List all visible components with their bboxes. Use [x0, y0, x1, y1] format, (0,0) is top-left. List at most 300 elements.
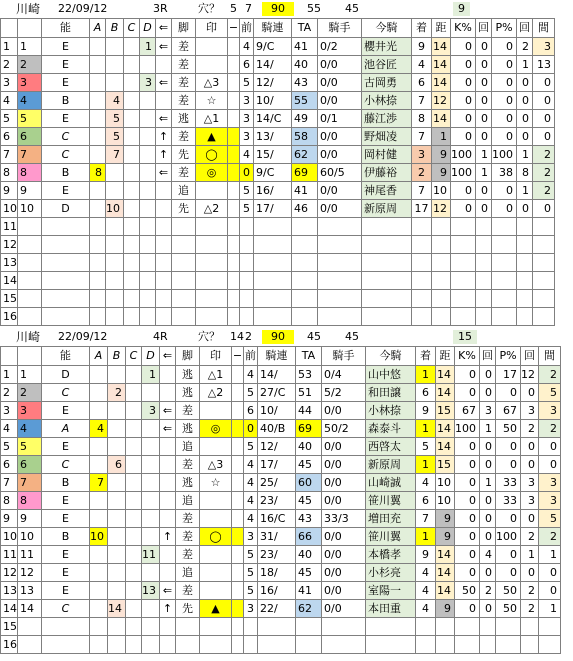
style-cell: 逃 — [172, 110, 196, 128]
dist-cell — [432, 218, 451, 236]
ability-cell: C — [42, 128, 90, 146]
num-cell: 6 — [1, 128, 18, 146]
pp-cell — [521, 636, 539, 654]
mark-cell — [200, 582, 232, 600]
jockey-cell: 室陽一 — [366, 582, 416, 600]
pp-cell: 0 — [517, 200, 533, 218]
num-cell: 3 — [1, 74, 18, 92]
p-cell: 0 — [492, 110, 517, 128]
b-cell: 5 — [106, 128, 124, 146]
col-jr: 騎手 — [318, 19, 362, 38]
arrow-cell: ↑ — [156, 146, 172, 164]
style-cell: 先 — [176, 600, 200, 618]
chaku-cell — [412, 308, 432, 326]
mark-cell — [196, 38, 228, 56]
b-cell — [108, 528, 126, 546]
gate-cell: 7 — [18, 474, 42, 492]
jr-cell: 0/4 — [322, 366, 366, 384]
ability-cell — [42, 218, 90, 236]
p-cell: 0 — [492, 38, 517, 56]
chaku-cell: 4 — [416, 600, 436, 618]
dist-cell: 14 — [436, 582, 455, 600]
k-cell — [451, 290, 476, 308]
arrow-cell — [160, 366, 176, 384]
kk-cell: 0 — [476, 56, 492, 74]
b-cell: 7 — [106, 146, 124, 164]
style-cell: 逃 — [176, 474, 200, 492]
pre-cell: 4 — [244, 510, 258, 528]
d-cell — [140, 110, 156, 128]
jr-cell — [318, 254, 362, 272]
jr-cell: 0/0 — [322, 582, 366, 600]
minus-cell — [232, 564, 244, 582]
minus-cell — [228, 38, 240, 56]
ren-cell: 40/B — [258, 420, 296, 438]
d-cell: 1 — [140, 38, 156, 56]
ren-cell: 12/ — [254, 74, 292, 92]
arrow-cell — [160, 456, 176, 474]
jockey-cell: 西啓太 — [366, 438, 416, 456]
horse-row — [1, 236, 555, 254]
k-cell: 0 — [455, 564, 480, 582]
chaku-cell: 8 — [412, 110, 432, 128]
mark-cell: ▲ — [200, 600, 232, 618]
p-cell — [496, 618, 521, 636]
b-cell — [108, 546, 126, 564]
jockey-cell — [362, 218, 412, 236]
horse-row — [1, 218, 555, 236]
arrow-cell: ⇐ — [160, 420, 176, 438]
chaku-cell: 2 — [412, 164, 432, 182]
pre-cell — [244, 636, 258, 654]
col-style: 脚 — [172, 19, 196, 38]
p-cell: 50 — [496, 600, 521, 618]
horse-row — [1, 128, 555, 146]
minus-cell — [228, 182, 240, 200]
header-row — [1, 19, 555, 38]
gap-cell — [533, 254, 555, 272]
ta-cell: 62 — [296, 600, 322, 618]
pp-cell — [517, 218, 533, 236]
ability-cell: C — [42, 384, 90, 402]
d-cell — [140, 200, 156, 218]
pre-cell: 5 — [240, 182, 254, 200]
mark-cell — [196, 182, 228, 200]
header-h2: 2 — [245, 330, 252, 343]
header-hole: 穴？ — [198, 330, 220, 343]
mark-cell: △2 — [196, 200, 228, 218]
kk-cell: 0 — [480, 492, 496, 510]
col-pp: 回 — [517, 19, 533, 38]
pp-cell: 3 — [521, 492, 539, 510]
d-cell — [140, 182, 156, 200]
ren-cell: 10/ — [258, 402, 296, 420]
gap-cell: 5 — [539, 510, 561, 528]
gate-cell: 2 — [18, 384, 42, 402]
mark-cell — [196, 290, 228, 308]
b-cell — [106, 236, 124, 254]
jockey-cell — [362, 272, 412, 290]
pre-cell — [240, 272, 254, 290]
b-cell: 10 — [106, 200, 124, 218]
ability-cell: E — [42, 402, 90, 420]
minus-cell — [228, 110, 240, 128]
chaku-cell: 7 — [412, 182, 432, 200]
c-cell — [126, 564, 142, 582]
ability-cell: E — [42, 182, 90, 200]
minus-cell — [232, 528, 244, 546]
ren-cell: 31/ — [258, 528, 296, 546]
minus-cell — [228, 92, 240, 110]
ren-cell: 16/ — [258, 582, 296, 600]
a-cell: 8 — [90, 164, 106, 182]
ren-cell: 9/C — [254, 164, 292, 182]
jr-cell: 33/3 — [322, 510, 366, 528]
ren-cell: 18/ — [258, 564, 296, 582]
pre-cell — [240, 236, 254, 254]
mark-cell — [200, 510, 232, 528]
num-cell: 2 — [1, 384, 18, 402]
mark-cell: ☆ — [200, 474, 232, 492]
gate-cell: 10 — [18, 528, 42, 546]
chaku-cell: 7 — [412, 92, 432, 110]
pre-cell: 0 — [244, 420, 258, 438]
a-cell — [90, 456, 108, 474]
race-table — [0, 18, 555, 326]
gap-cell — [533, 218, 555, 236]
dist-cell — [432, 290, 451, 308]
gate-cell: 6 — [18, 456, 42, 474]
mark-cell: △3 — [200, 456, 232, 474]
pre-cell — [240, 254, 254, 272]
horse-row — [1, 366, 561, 384]
num-cell: 7 — [1, 146, 18, 164]
minus-cell — [228, 74, 240, 92]
minus-cell — [228, 218, 240, 236]
jockey-cell — [362, 236, 412, 254]
p-cell: 38 — [492, 164, 517, 182]
horse-row — [1, 528, 561, 546]
d-cell — [140, 290, 156, 308]
mark-cell — [196, 56, 228, 74]
style-cell — [172, 218, 196, 236]
arrow-cell — [156, 182, 172, 200]
horse-row — [1, 546, 561, 564]
p-cell: 0 — [492, 200, 517, 218]
pre-cell: 3 — [240, 128, 254, 146]
pp-cell: 2 — [517, 38, 533, 56]
a-cell — [90, 92, 106, 110]
d-cell — [142, 438, 160, 456]
col-chaku: 着 — [412, 19, 432, 38]
c-cell — [124, 146, 140, 164]
pp-cell: 1 — [517, 56, 533, 74]
gate-cell: 3 — [18, 74, 42, 92]
d-cell: 1 — [142, 366, 160, 384]
num-cell: 13 — [1, 582, 18, 600]
header-h1: 5 — [230, 2, 237, 15]
pp-cell: 1 — [521, 546, 539, 564]
race-table — [0, 346, 561, 654]
dist-cell — [432, 308, 451, 326]
jockey-cell: 野畑凌 — [362, 128, 412, 146]
d-cell — [142, 420, 160, 438]
c-cell — [126, 366, 142, 384]
gate-cell: 2 — [18, 56, 42, 74]
num-cell: 13 — [1, 254, 18, 272]
style-cell: 差 — [172, 38, 196, 56]
col-jockey: 今騎 — [366, 347, 416, 366]
ability-cell — [42, 618, 90, 636]
pp-cell: 0 — [521, 456, 539, 474]
gate-cell: 4 — [18, 420, 42, 438]
pre-cell: 5 — [240, 74, 254, 92]
ren-cell: 22/ — [258, 600, 296, 618]
b-cell — [106, 218, 124, 236]
arrow-cell — [156, 308, 172, 326]
a-cell — [90, 110, 106, 128]
gate-cell: 4 — [18, 92, 42, 110]
num-cell: 10 — [1, 528, 18, 546]
a-cell — [90, 182, 106, 200]
ta-cell: 62 — [292, 146, 318, 164]
kk-cell: 0 — [476, 128, 492, 146]
num-cell: 9 — [1, 182, 18, 200]
ability-cell: E — [42, 56, 90, 74]
ren-cell: 27/C — [258, 384, 296, 402]
ta-cell: 41 — [292, 38, 318, 56]
gate-cell: 1 — [18, 38, 42, 56]
arrow-cell — [156, 254, 172, 272]
pre-cell: 4 — [244, 366, 258, 384]
style-cell — [172, 308, 196, 326]
ren-cell: 23/ — [258, 492, 296, 510]
col-k: K% — [455, 347, 480, 366]
ta-cell: 40 — [296, 438, 322, 456]
horse-row — [1, 636, 561, 654]
ta-cell: 60 — [296, 474, 322, 492]
dist-cell — [432, 254, 451, 272]
arrow-cell — [156, 56, 172, 74]
col-ability: 能 — [42, 347, 90, 366]
k-cell: 0 — [451, 56, 476, 74]
c-cell — [124, 92, 140, 110]
ability-cell: B — [42, 528, 90, 546]
pp-cell: 2 — [521, 528, 539, 546]
horse-row — [1, 600, 561, 618]
ren-cell: 23/ — [258, 546, 296, 564]
a-cell — [90, 438, 108, 456]
header-date: 22/09/12 — [58, 330, 108, 343]
mark-cell: ◯ — [200, 528, 232, 546]
gate-cell — [18, 272, 42, 290]
mark-cell: ☆ — [196, 92, 228, 110]
a-cell — [90, 618, 108, 636]
kk-cell: 0 — [480, 438, 496, 456]
chaku-cell: 9 — [416, 546, 436, 564]
p-cell: 0 — [496, 510, 521, 528]
mark-cell — [200, 618, 232, 636]
mark-cell: ◯ — [196, 146, 228, 164]
ta-cell: 49 — [292, 110, 318, 128]
pp-cell: 0 — [517, 110, 533, 128]
c-cell — [124, 218, 140, 236]
ability-cell: B — [42, 92, 90, 110]
num-cell: 15 — [1, 290, 18, 308]
a-cell — [90, 128, 106, 146]
ta-cell: 43 — [292, 74, 318, 92]
pp-cell: 0 — [521, 564, 539, 582]
jr-cell: 0/0 — [318, 56, 362, 74]
c-cell — [126, 510, 142, 528]
c-cell — [124, 290, 140, 308]
ren-cell: 17/ — [254, 200, 292, 218]
k-cell: 0 — [455, 546, 480, 564]
b-cell — [108, 582, 126, 600]
gap-cell — [533, 308, 555, 326]
num-cell: 1 — [1, 366, 18, 384]
pp-cell: 0 — [517, 92, 533, 110]
header-hole: 穴？ — [198, 2, 220, 15]
ren-cell — [254, 272, 292, 290]
chaku-cell: 7 — [416, 510, 436, 528]
k-cell: 0 — [455, 600, 480, 618]
k-cell: 100 — [451, 164, 476, 182]
chaku-cell: 4 — [416, 582, 436, 600]
pre-cell — [240, 218, 254, 236]
c-cell — [124, 128, 140, 146]
c-cell — [126, 492, 142, 510]
gap-cell: 5 — [539, 384, 561, 402]
dist-cell — [436, 636, 455, 654]
horse-row — [1, 402, 561, 420]
b-cell — [108, 564, 126, 582]
horse-row — [1, 384, 561, 402]
minus-cell — [228, 56, 240, 74]
dist-cell: 14 — [436, 420, 455, 438]
dist-cell: 14 — [436, 438, 455, 456]
k-cell — [451, 236, 476, 254]
arrow-cell: ⇐ — [156, 164, 172, 182]
minus-cell — [232, 366, 244, 384]
ta-cell — [292, 272, 318, 290]
arrow-cell — [160, 564, 176, 582]
ta-cell: 69 — [296, 420, 322, 438]
ta-cell: 41 — [292, 182, 318, 200]
dist-cell: 9 — [436, 528, 455, 546]
minus-cell — [228, 164, 240, 182]
ren-cell: 14/ — [254, 56, 292, 74]
gap-cell: 2 — [533, 164, 555, 182]
dist-cell: 9 — [436, 600, 455, 618]
d-cell: 3 — [142, 402, 160, 420]
mark-cell — [200, 636, 232, 654]
kk-cell — [476, 272, 492, 290]
gap-cell: 3 — [539, 402, 561, 420]
d-cell — [140, 308, 156, 326]
p-cell: 50 — [496, 582, 521, 600]
num-cell: 7 — [1, 474, 18, 492]
arrow-cell: ⇐ — [160, 402, 176, 420]
mark-cell — [200, 492, 232, 510]
gap-cell: 0 — [539, 456, 561, 474]
ability-cell — [42, 308, 90, 326]
jockey-cell: 小林捺 — [366, 402, 416, 420]
b-cell — [106, 182, 124, 200]
minus-cell — [228, 146, 240, 164]
dist-cell: 10 — [436, 474, 455, 492]
arrow-cell — [156, 92, 172, 110]
pp-cell: 0 — [521, 510, 539, 528]
k-cell: 67 — [455, 402, 480, 420]
ta-cell: 45 — [296, 456, 322, 474]
num-cell: 5 — [1, 110, 18, 128]
d-cell — [142, 474, 160, 492]
col-dist: 距 — [432, 19, 451, 38]
minus-cell — [232, 618, 244, 636]
d-cell — [142, 636, 160, 654]
ren-cell: 17/ — [258, 456, 296, 474]
a-cell — [90, 38, 106, 56]
ta-cell — [296, 618, 322, 636]
minus-cell — [228, 236, 240, 254]
header-venue: 川崎 — [16, 2, 41, 16]
a-cell: 4 — [90, 420, 108, 438]
d-cell: 11 — [142, 546, 160, 564]
jr-cell: 0/0 — [322, 546, 366, 564]
chaku-cell: 4 — [416, 474, 436, 492]
gap-cell: 0 — [533, 200, 555, 218]
p-cell: 0 — [492, 74, 517, 92]
pre-cell — [244, 618, 258, 636]
style-cell: 差 — [176, 456, 200, 474]
k-cell: 0 — [455, 456, 480, 474]
a-cell — [90, 272, 106, 290]
k-cell: 100 — [451, 146, 476, 164]
a-cell — [90, 492, 108, 510]
kk-cell: 0 — [480, 510, 496, 528]
chaku-cell: 9 — [416, 402, 436, 420]
d-cell — [142, 564, 160, 582]
col-dist: 距 — [436, 347, 455, 366]
gate-cell: 12 — [18, 564, 42, 582]
minus-cell — [232, 636, 244, 654]
horse-row — [1, 272, 555, 290]
gate-cell — [18, 618, 42, 636]
jr-cell: 0/0 — [322, 474, 366, 492]
k-cell — [455, 636, 480, 654]
c-cell — [124, 74, 140, 92]
col-gap: 間 — [539, 347, 561, 366]
style-cell: 先 — [172, 200, 196, 218]
dist-cell: 15 — [436, 402, 455, 420]
pp-cell: 3 — [521, 402, 539, 420]
col-c: C — [126, 347, 142, 366]
jr-cell: 0/0 — [322, 456, 366, 474]
d-cell — [140, 218, 156, 236]
ability-cell — [42, 290, 90, 308]
style-cell: 先 — [172, 146, 196, 164]
arrow-cell: ⇐ — [156, 74, 172, 92]
style-cell — [172, 290, 196, 308]
pre-cell: 5 — [244, 564, 258, 582]
gap-cell — [533, 236, 555, 254]
kk-cell — [480, 618, 496, 636]
dist-cell — [436, 618, 455, 636]
style-cell: 逃 — [176, 384, 200, 402]
b-cell — [108, 438, 126, 456]
num-cell: 2 — [1, 56, 18, 74]
